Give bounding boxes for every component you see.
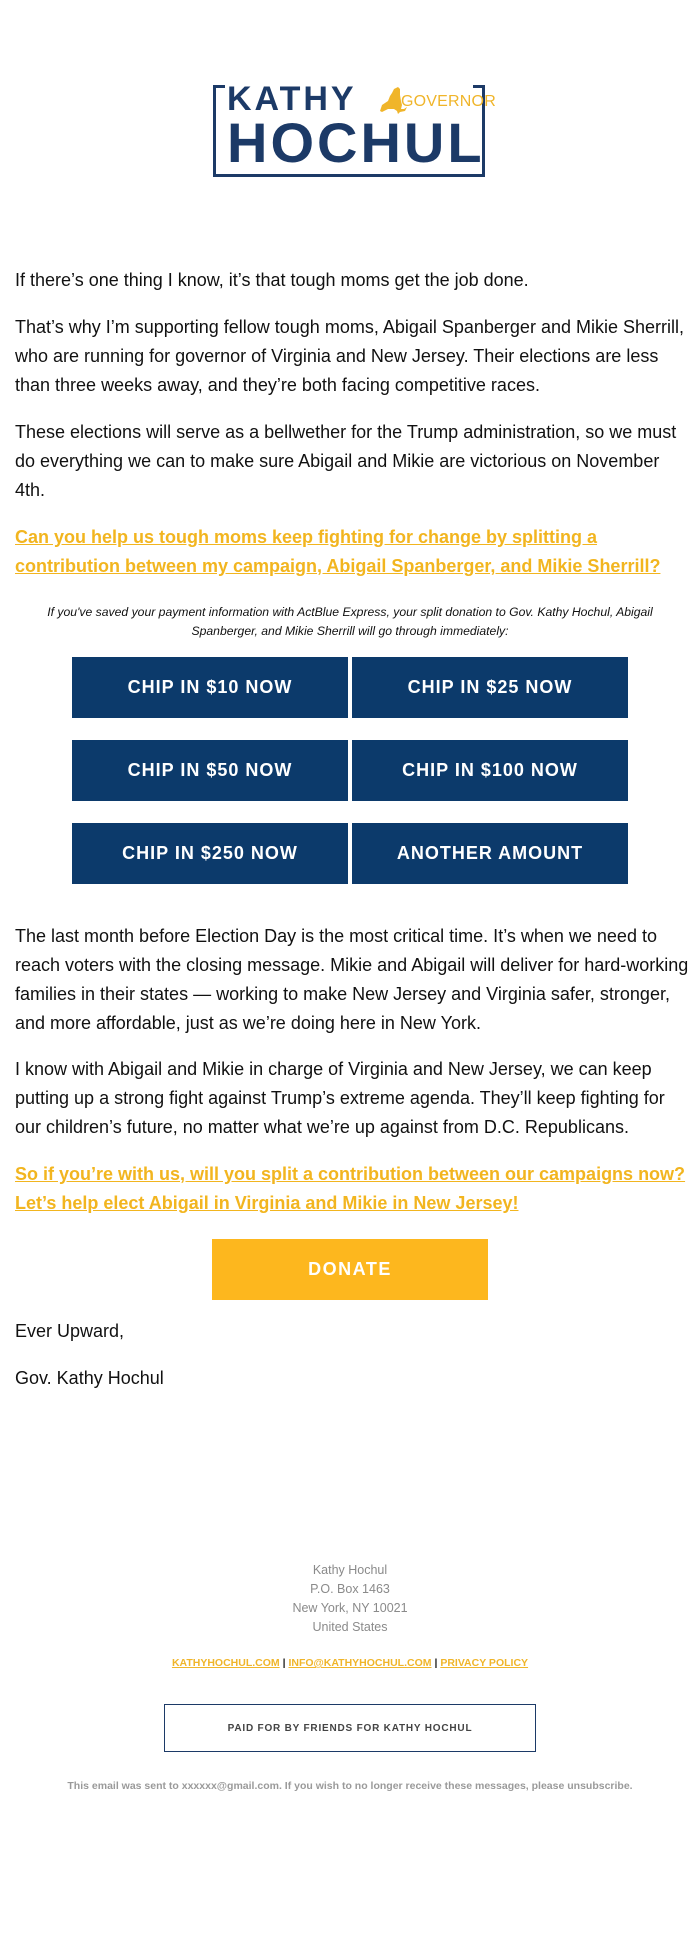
- chip-in-25-button[interactable]: CHIP IN $25 NOW: [352, 657, 628, 718]
- actblue-express-note: If you've saved your payment information with ActBlue Express, your split donation to Gov. Kathy Hochul, Abigail Spanberger, and Mikie Sherrill will go through immediately:: [47, 605, 653, 638]
- paragraph-strong-fight: I know with Abigail and Mikie in charge of Virginia and New Jersey, we can keep putting up a strong fight against Trump’s extreme agenda. They’ll keep fighting for our children’s future, no matter what we’re up against from D.C. Republicans.: [15, 1059, 665, 1137]
- logo-frame-corner: [473, 85, 485, 88]
- split-contribution-link[interactable]: Can you help us tough moms keep fighting for change by splitting a contribution between my campaign, Abigail Spanberger, and Mikie Sherrill?: [15, 527, 661, 576]
- paragraph-intro: If there’s one thing I know, it’s that tough moms get the job done.: [15, 270, 529, 290]
- footer-city: New York, NY 10021: [292, 1601, 408, 1615]
- link-separator: |: [434, 1657, 438, 1669]
- logo-governor-label: GOVERNOR: [401, 93, 496, 110]
- split-contribution-link-2[interactable]: So if you’re with us, will you split a contribution between our campaigns now? Let’s help elect Abigail in Virginia and Mikie in New Jersey!: [15, 1164, 686, 1213]
- signoff: Ever Upward,: [15, 1321, 125, 1341]
- paragraph-bellwether: These elections will serve as a bellwether for the Trump administration, so we must do everything we can to make sure Abigail and Mikie are victorious on November 4th.: [15, 422, 677, 500]
- website-link[interactable]: KATHYHOCHUL.COM: [171, 1657, 280, 1669]
- donate-button[interactable]: DONATE: [212, 1239, 488, 1300]
- email-link[interactable]: INFO@KATHYHOCHUL.COM: [288, 1657, 432, 1669]
- footer-country: United States: [312, 1620, 388, 1634]
- another-amount-button[interactable]: ANOTHER AMOUNT: [352, 823, 628, 884]
- chip-in-10-button[interactable]: CHIP IN $10 NOW: [72, 657, 348, 718]
- link-separator: |: [282, 1657, 286, 1669]
- paid-for-disclaimer: PAID FOR BY FRIENDS FOR KATHY HOCHUL: [164, 1704, 536, 1752]
- privacy-policy-link[interactable]: PRIVACY POLICY: [440, 1657, 529, 1669]
- logo-first-name: KATHY: [227, 80, 357, 118]
- chip-in-250-button[interactable]: CHIP IN $250 NOW: [72, 823, 348, 884]
- logo-last-name: HOCHUL: [227, 111, 485, 174]
- footer-pobox: P.O. Box 1463: [310, 1582, 390, 1596]
- paragraph-closing-message: The last month before Election Day is the most critical time. It’s when we need to reach voters with the closing message. Mikie and Abigail will deliver for hard-working families in their states — working to make New Jersey and Virginia safer, stronger, and more affordable, just as we’re doing here in New York.: [15, 926, 689, 1033]
- logo-frame-corner: [213, 85, 225, 88]
- paragraph-support: That’s why I’m supporting fellow tough moms, Abigail Spanberger and Mikie Sherrill, who are running for governor of Virginia and New Jersey. Their elections are less than three weeks away, and they’re both facing competitive races.: [15, 317, 684, 395]
- chip-in-50-button[interactable]: CHIP IN $50 NOW: [72, 740, 348, 801]
- unsubscribe-notice[interactable]: This email was sent to xxxxxx@gmail.com. If you wish to no longer receive these messages, please unsubscribe.: [67, 1780, 633, 1792]
- footer-name: Kathy Hochul: [312, 1563, 388, 1577]
- campaign-logo[interactable]: [213, 80, 496, 177]
- signature: Gov. Kathy Hochul: [15, 1368, 164, 1388]
- chip-in-100-button[interactable]: CHIP IN $100 NOW: [352, 740, 628, 801]
- footer-links: [0, 1657, 700, 1669]
